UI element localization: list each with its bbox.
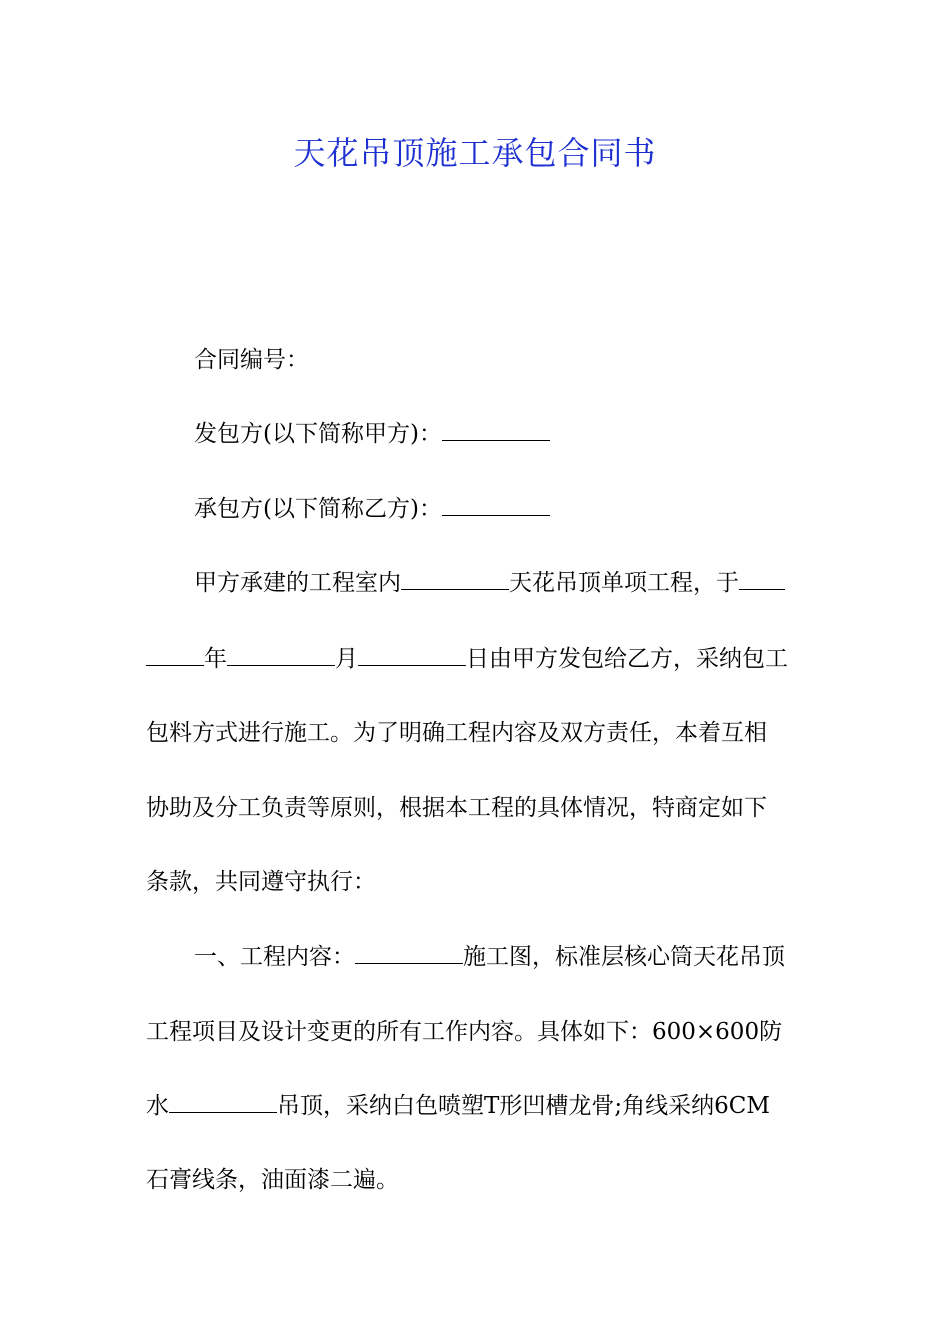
p1-text-a: 甲方承建的工程室内 bbox=[194, 570, 401, 596]
party-a-label: 发包方(以下简称甲方)： bbox=[194, 421, 442, 447]
p1-blank-room bbox=[401, 563, 509, 590]
p1-blank-month bbox=[227, 639, 335, 666]
document-title: 天花吊顶施工承包合同书 bbox=[293, 134, 657, 172]
party-b-label: 承包方(以下简称乙方)： bbox=[194, 496, 442, 522]
p2-text-b: 施工图，标准层核心筒天花吊顶 bbox=[463, 944, 785, 970]
p1-blank-year-start bbox=[739, 563, 785, 590]
p1-text-b: 天花吊顶单项工程，于 bbox=[509, 570, 739, 596]
p2-blank-drawing bbox=[355, 937, 463, 964]
p2-line-4-text: 石膏线条，油面漆二遍。 bbox=[146, 1167, 399, 1193]
paragraph-1-line-4 bbox=[146, 788, 806, 828]
contract-number-line bbox=[194, 340, 806, 380]
paragraph-1-line-2 bbox=[146, 639, 806, 679]
paragraph-2-line-4 bbox=[146, 1160, 806, 1200]
p2-text-d: 吊顶，采纳白色喷塑T形凹槽龙骨;角线采纳6CM bbox=[277, 1093, 770, 1119]
p1-text-c: 日由甲方发包给乙方，采纳包工 bbox=[466, 646, 788, 672]
party-a-blank bbox=[442, 414, 550, 441]
paragraph-2-line-3 bbox=[146, 1086, 806, 1126]
paragraph-1-line-1 bbox=[194, 563, 806, 603]
p1-blank-day bbox=[358, 639, 466, 666]
paragraph-1-line-3 bbox=[146, 713, 806, 753]
p1-line-3-text: 包料方式进行施工。为了明确工程内容及双方责任，本着互相 bbox=[146, 720, 767, 746]
p1-line-5-text: 条款，共同遵守执行： bbox=[146, 869, 376, 895]
p1-blank-year bbox=[146, 639, 204, 666]
p2-line-2-text: 工程项目及设计变更的所有工作内容。具体如下：600×600防 bbox=[146, 1019, 783, 1045]
party-b-blank bbox=[442, 489, 550, 516]
p1-year-label: 年 bbox=[204, 646, 227, 672]
paragraph-2-line-1 bbox=[194, 937, 806, 977]
contract-number-label: 合同编号： bbox=[194, 347, 309, 373]
p2-text-a: 一、工程内容： bbox=[194, 944, 355, 970]
p2-text-c: 水 bbox=[146, 1093, 169, 1119]
party-b-line bbox=[194, 489, 806, 529]
p2-blank-material bbox=[169, 1086, 277, 1113]
p1-line-4-text: 协助及分工负责等原则，根据本工程的具体情况，特商定如下 bbox=[146, 795, 767, 821]
paragraph-1-line-5 bbox=[146, 862, 806, 902]
p1-month-label: 月 bbox=[335, 646, 358, 672]
paragraph-2-line-2 bbox=[146, 1012, 806, 1052]
party-a-line bbox=[194, 414, 806, 454]
